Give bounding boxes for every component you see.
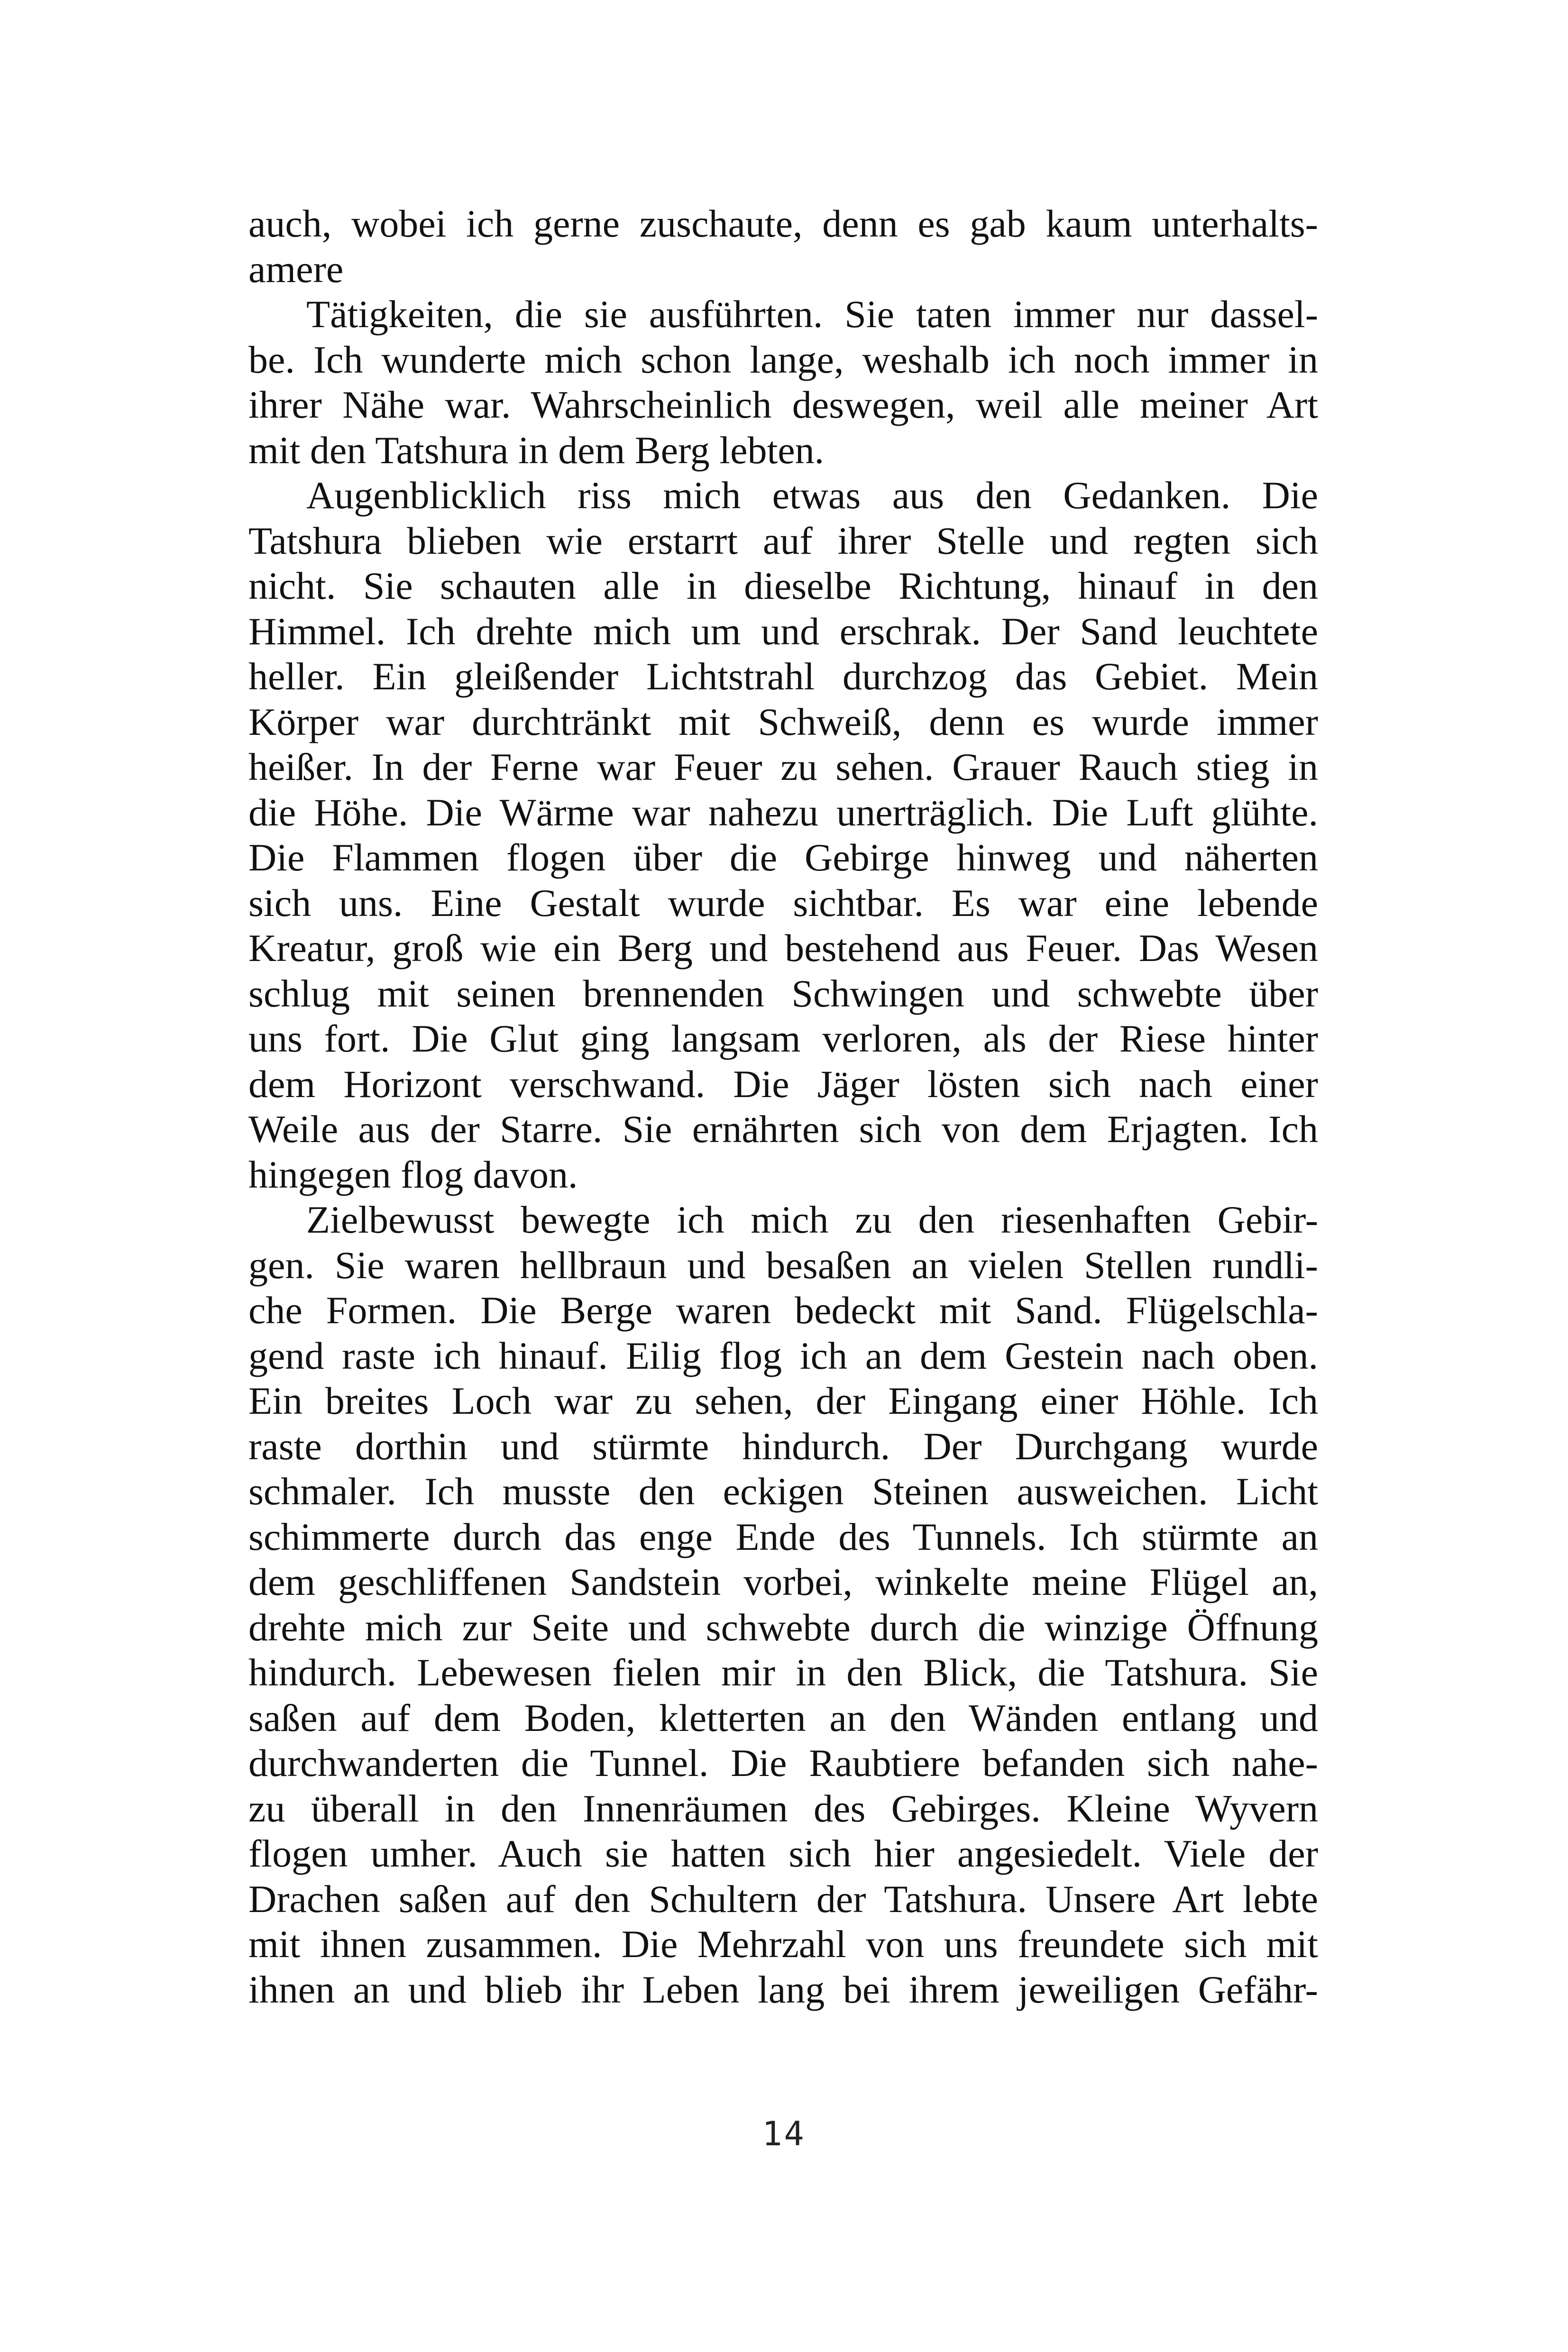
text-line: be. Ich wunderte mich schon lange, weshalb ich noch immer in (248, 338, 1318, 381)
text-line: ihrer Nähe war. Wahrscheinlich deswegen, weil alle meiner Art (248, 383, 1318, 426)
text-line: auch, wobei ich gerne zuschaute, denn es gab kaum unterhalts- (248, 202, 1318, 245)
text-line: sich uns. Eine Gestalt wurde sichtbar. Es war eine lebende (248, 881, 1318, 924)
text-line: Zielbewusst bewegte ich mich zu den riesenhaften Gebir- (306, 1198, 1318, 1241)
text-line: mit den Tatshura in dem Berg lebten. (248, 428, 825, 472)
text-line: schimmerte durch das enge Ende des Tunnels. Ich stürmte an (248, 1515, 1318, 1558)
text-line: zu überall in den Innenräumen des Gebirges. Kleine Wyvern (248, 1786, 1318, 1830)
text-line: hingegen flog davon. (248, 1153, 578, 1196)
text-line: gen. Sie waren hellbraun und besaßen an vielen Stellen rundli- (248, 1243, 1318, 1287)
text-line: dem Horizont verschwand. Die Jäger lösten sich nach einer (248, 1062, 1318, 1106)
text-line: schlug mit seinen brennenden Schwingen und schwebte über (248, 971, 1318, 1015)
text-line: nicht. Sie schauten alle in dieselbe Richtung, hinauf in den (248, 564, 1318, 607)
text-line: mit ihnen zusammen. Die Mehrzahl von uns freundete sich mit (248, 1922, 1318, 1966)
text-line: schmaler. Ich musste den eckigen Steinen ausweichen. Licht (248, 1470, 1318, 1513)
text-line: Himmel. Ich drehte mich um und erschrak. Der Sand leuchtete (248, 609, 1318, 653)
body-text (248, 201, 1318, 2012)
text-line: durchwanderten die Tunnel. Die Raubtiere befanden sich nahe- (248, 1741, 1318, 1785)
text-line: raste dorthin und stürmte hindurch. Der Durchgang wurde (248, 1424, 1318, 1468)
text-line: Tätigkeiten, die sie ausführten. Sie taten immer nur dassel- (306, 293, 1318, 336)
text-line: Weile aus der Starre. Sie ernährten sich von dem Erjagten. Ich (248, 1107, 1318, 1151)
page-number: 14 (762, 2114, 806, 2153)
text-line: Kreatur, groß wie ein Berg und bestehend aus Feuer. Das Wesen (248, 926, 1318, 970)
text-line: dem geschliffenen Sandstein vorbei, winkelte meine Flügel an, (248, 1560, 1318, 1603)
text-line: Körper war durchtränkt mit Schweiß, denn es wurde immer (248, 700, 1318, 743)
text-line: drehte mich zur Seite und schwebte durch die winzige Öffnung (248, 1605, 1318, 1649)
text-line: Die Flammen flogen über die Gebirge hinweg und näherten (248, 836, 1318, 879)
text-line: hindurch. Lebewesen fielen mir in den Blick, die Tatshura. Sie (248, 1651, 1318, 1694)
text-line: che Formen. Die Berge waren bedeckt mit Sand. Flügelschla- (248, 1289, 1318, 1332)
text-line: Drachen saßen auf den Schultern der Tatshura. Unsere Art lebte (248, 1877, 1318, 1921)
text-line: Tatshura blieben wie erstarrt auf ihrer Stelle und regten sich (248, 519, 1318, 562)
text-line: amere (248, 247, 344, 291)
text-line: saßen auf dem Boden, kletterten an den Wänden entlang und (248, 1696, 1318, 1739)
text-line: die Höhe. Die Wärme war nahezu unerträglich. Die Luft glühte. (248, 790, 1318, 834)
text-line: heller. Ein gleißender Lichtstrahl durchzog das Gebiet. Mein (248, 655, 1318, 698)
text-line: Ein breites Loch war zu sehen, der Eingang einer Höhle. Ich (248, 1379, 1318, 1422)
text-line: gend raste ich hinauf. Eilig flog ich an dem Gestein nach oben. (248, 1334, 1318, 1377)
text-line: ihnen an und blieb ihr Leben lang bei ihrem jeweiligen Gefähr- (248, 1968, 1318, 2011)
text-line: flogen umher. Auch sie hatten sich hier angesiedelt. Viele der (248, 1832, 1318, 1875)
text-line: uns fort. Die Glut ging langsam verloren, als der Riese hinter (248, 1017, 1318, 1060)
text-line: Augenblicklich riss mich etwas aus den Gedanken. Die (306, 474, 1318, 517)
text-line: heißer. In der Ferne war Feuer zu sehen. Grauer Rauch stieg in (248, 745, 1318, 788)
